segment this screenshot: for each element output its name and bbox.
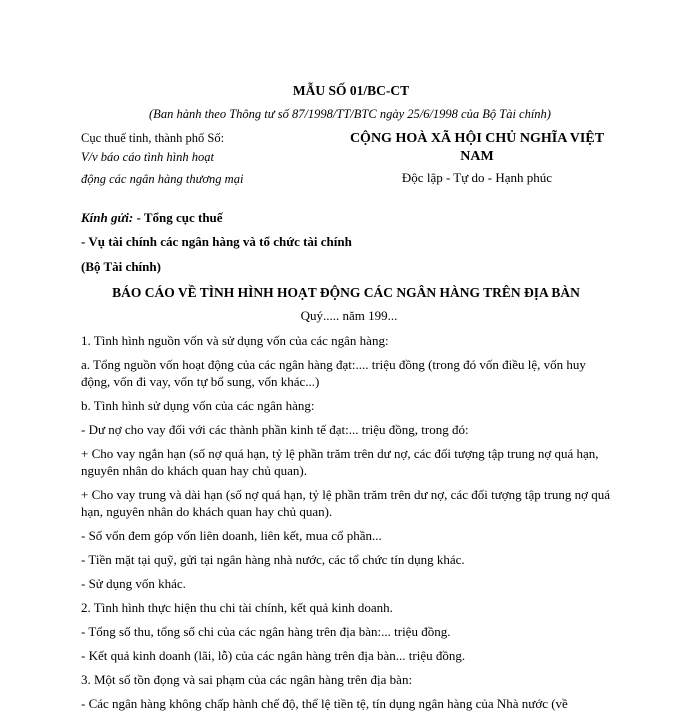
- form-code: MẪU SỐ 01/BC-CT: [292, 83, 410, 98]
- document-header: [81, 130, 611, 191]
- paragraph: 3. Một số tồn đọng và sai phạm của các ngân hàng trên địa bàn:: [81, 672, 413, 687]
- paragraph: b. Tình hình sử dụng vốn của các ngân hàng:: [81, 398, 315, 413]
- issuer-block: [81, 130, 343, 191]
- paragraph: + Cho vay ngắn hạn (số nợ quá hạn, tỷ lệ phần trăm trên dư nợ, các đối tượng tập trung nợ quá hạn, nguyên nhân do khách quan hay chủ quan).: [81, 446, 599, 478]
- paragraph: 1. Tình hình nguồn vốn và sử dụng vốn của các ngân hàng:: [81, 333, 389, 348]
- issued-by-note: (Ban hành theo Thông tư số 87/1998/TT/BTC ngày 25/6/1998 của Bộ Tài chính): [149, 107, 551, 121]
- nation-name: CỘNG HOÀ XÃ HỘI CHỦ NGHĨA VIỆT NAM: [349, 131, 605, 164]
- issuer-line: Cục thuế tỉnh, thành phố Số:: [81, 131, 225, 145]
- paragraph: - Sử dụng vốn khác.: [81, 576, 186, 591]
- report-body: [81, 332, 611, 712]
- recipient-line-1: [81, 209, 611, 233]
- paragraph: - Tiền mặt tại quỹ, gửi tại ngân hàng nhà nước, các tổ chức tín dụng khác.: [81, 552, 465, 567]
- recipients-label: Kính gửi:: [81, 210, 134, 225]
- subject-line-1: V/v báo cáo tình hình hoạt: [81, 150, 214, 164]
- subject-line-2: động các ngân hàng thương mại: [81, 172, 244, 186]
- recipient-1: - Tổng cục thuế: [136, 210, 223, 225]
- paragraph: a. Tổng nguồn vốn hoạt động của các ngân hàng đạt:.... triệu đồng (trong đó vốn điều lệ, vốn huy động, vốn đi vay, vốn tự bổ sung, vốn khác...): [81, 357, 586, 389]
- paragraph: - Dư nợ cho vay đối với các thành phần kinh tế đạt:... triệu đồng, trong đó:: [81, 422, 469, 437]
- document-page: [81, 82, 611, 719]
- national-header: [343, 130, 611, 191]
- paragraph: - Số vốn đem góp vốn liên doanh, liên kết, mua cổ phần...: [81, 528, 382, 543]
- paragraph: - Các ngân hàng không chấp hành chế độ, thể lệ tiền tệ, tín dụng ngân hàng của Nhà nước (về: [81, 696, 568, 711]
- paragraph: - Tổng số thu, tổng số chi của các ngân hàng trên địa bàn:... triệu đồng.: [81, 624, 451, 639]
- report-period: Quý..... năm 199...: [300, 308, 398, 323]
- paragraph: - Kết quả kinh doanh (lãi, lỗ) của các ngân hàng trên địa bàn... triệu đồng.: [81, 648, 466, 663]
- recipient-2: - Vụ tài chính các ngân hàng và tổ chức tài chính: [81, 234, 352, 249]
- recipients-block: [81, 209, 611, 282]
- paragraph: + Cho vay trung và dài hạn (số nợ quá hạn, tỷ lệ phần trăm trên dư nợ, các đối tượng tập trung nợ quá hạn, nguyên nhân do khách quan hay chủ quan).: [81, 487, 611, 519]
- national-motto: Độc lập - Tự do - Hạnh phúc: [401, 170, 553, 185]
- paragraph: 2. Tình hình thực hiện thu chi tài chính, kết quả kinh doanh.: [81, 600, 393, 615]
- report-title: BÁO CÁO VỀ TÌNH HÌNH HOẠT ĐỘNG CÁC NGÂN HÀNG TRÊN ĐỊA BÀN: [112, 285, 580, 300]
- recipient-3: (Bộ Tài chính): [81, 259, 161, 274]
